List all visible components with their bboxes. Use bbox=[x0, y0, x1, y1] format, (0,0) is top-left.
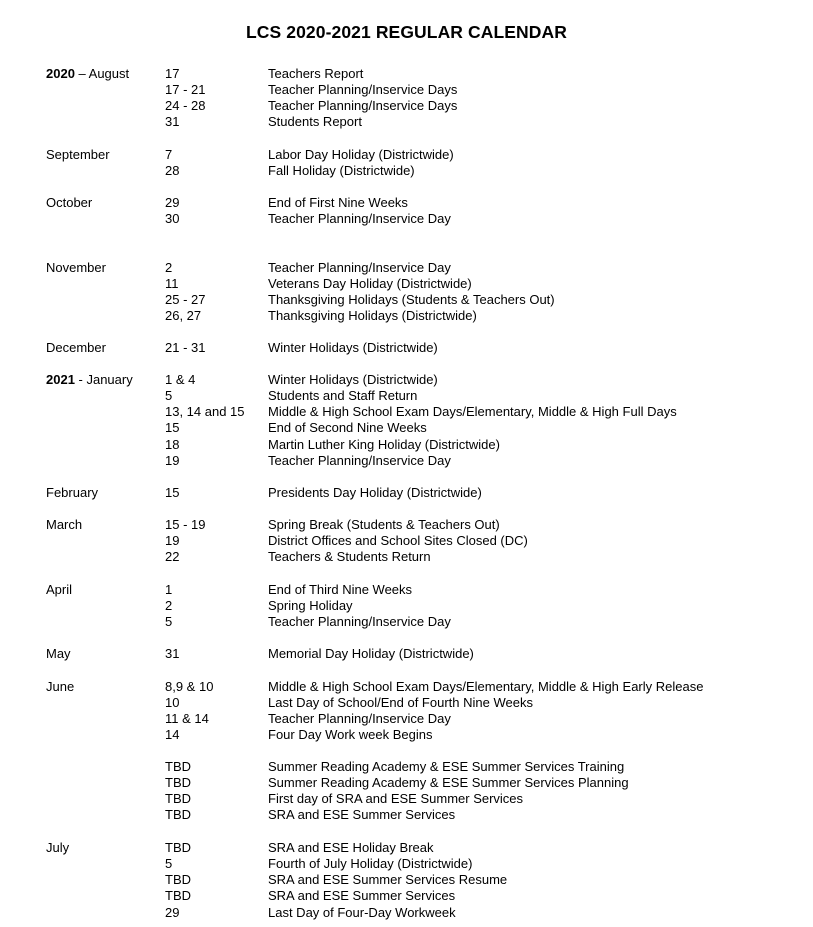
event-cell: Students and Staff Return bbox=[268, 388, 418, 404]
event-cell: Summer Reading Academy & ESE Summer Services Training bbox=[268, 759, 625, 774]
event-cell: Thanksgiving Holidays (Districtwide) bbox=[268, 308, 477, 324]
table-row bbox=[0, 404, 813, 420]
table-row bbox=[0, 791, 813, 807]
page-title: LCS 2020-2021 REGULAR CALENDAR bbox=[246, 22, 567, 42]
month-section bbox=[0, 147, 813, 179]
month-name: November bbox=[46, 260, 106, 275]
date-cell: 5 bbox=[165, 388, 173, 404]
table-row bbox=[0, 98, 813, 114]
date-cell: 15 bbox=[165, 420, 180, 436]
date-cell: 31 bbox=[165, 114, 180, 130]
table-row bbox=[0, 147, 813, 163]
table-row bbox=[0, 711, 813, 727]
date-cell: TBD bbox=[165, 807, 191, 823]
event-cell: Winter Holidays (Districtwide) bbox=[268, 372, 438, 387]
table-row bbox=[0, 679, 813, 695]
date-cell: 14 bbox=[165, 727, 180, 743]
month-section bbox=[0, 195, 813, 227]
year-label: 2020 bbox=[46, 66, 75, 81]
month-label bbox=[46, 679, 74, 695]
date-cell: 21 - 31 bbox=[165, 340, 206, 355]
event-cell: End of Second Nine Weeks bbox=[268, 420, 427, 436]
event-cell: SRA and ESE Holiday Break bbox=[268, 840, 434, 855]
table-row bbox=[0, 856, 813, 872]
month-section bbox=[0, 646, 813, 662]
date-cell: 13, 14 and 15 bbox=[165, 404, 245, 420]
month-label bbox=[46, 485, 98, 501]
table-row bbox=[0, 905, 813, 921]
event-cell: Spring Holiday bbox=[268, 598, 353, 614]
month-name: December bbox=[46, 340, 106, 355]
event-cell: SRA and ESE Summer Services bbox=[268, 888, 456, 904]
table-row bbox=[0, 485, 813, 501]
event-cell: Students Report bbox=[268, 114, 362, 130]
table-row bbox=[0, 195, 813, 211]
month-name: February bbox=[46, 485, 99, 500]
event-cell: Fourth of July Holiday (Districtwide) bbox=[268, 856, 473, 872]
date-cell: 29 bbox=[165, 195, 180, 210]
table-row bbox=[0, 211, 813, 227]
month-section bbox=[0, 679, 813, 744]
table-row bbox=[0, 260, 813, 276]
month-section bbox=[0, 485, 813, 501]
month-name: May bbox=[46, 646, 71, 661]
event-cell: Teacher Planning/Inservice Days bbox=[268, 98, 458, 114]
table-row bbox=[0, 614, 813, 630]
date-cell: 17 - 21 bbox=[165, 82, 206, 98]
table-row bbox=[0, 759, 813, 775]
table-row bbox=[0, 372, 813, 388]
table-row bbox=[0, 453, 813, 469]
table-row bbox=[0, 582, 813, 598]
date-cell: 31 bbox=[165, 646, 180, 661]
month-label bbox=[46, 66, 129, 82]
event-cell: Teacher Planning/Inservice Day bbox=[268, 260, 451, 275]
event-cell: End of Third Nine Weeks bbox=[268, 582, 413, 597]
date-cell: TBD bbox=[165, 791, 191, 807]
table-row bbox=[0, 727, 813, 743]
event-cell: Teacher Planning/Inservice Days bbox=[268, 82, 458, 98]
table-row bbox=[0, 807, 813, 823]
table-row bbox=[0, 695, 813, 711]
month-name: July bbox=[46, 840, 70, 855]
month-label bbox=[46, 147, 110, 163]
date-cell: 19 bbox=[165, 533, 180, 549]
event-cell: Memorial Day Holiday (Districtwide) bbox=[268, 646, 474, 661]
table-row bbox=[0, 646, 813, 662]
date-cell: 10 bbox=[165, 695, 180, 711]
month-name: April bbox=[46, 582, 73, 597]
table-row bbox=[0, 388, 813, 404]
date-cell: 24 - 28 bbox=[165, 98, 206, 114]
month-label bbox=[46, 646, 71, 662]
date-cell: 22 bbox=[165, 549, 180, 565]
event-cell: Teacher Planning/Inservice Day bbox=[268, 211, 451, 227]
table-row bbox=[0, 598, 813, 614]
month-section bbox=[0, 260, 813, 325]
date-cell: 1 & 4 bbox=[165, 372, 196, 387]
event-cell: Labor Day Holiday (Districtwide) bbox=[268, 147, 454, 162]
table-row bbox=[0, 340, 813, 356]
table-row bbox=[0, 308, 813, 324]
month-label bbox=[46, 372, 133, 388]
event-cell: Teachers Report bbox=[268, 66, 364, 81]
date-cell: TBD bbox=[165, 872, 191, 888]
date-cell: 26, 27 bbox=[165, 308, 202, 324]
date-cell: 29 bbox=[165, 904, 180, 920]
event-cell: District Offices and School Sites Closed (DC) bbox=[268, 533, 528, 549]
date-cell: TBD bbox=[165, 888, 191, 904]
event-cell: Last Day of School/End of Fourth Nine Weeks bbox=[268, 695, 533, 711]
event-cell: Veterans Day Holiday (Districtwide) bbox=[268, 276, 472, 292]
event-cell: Summer Reading Academy & ESE Summer Services Planning bbox=[268, 775, 629, 791]
event-cell: SRA and ESE Summer Services bbox=[268, 807, 456, 823]
month-section bbox=[0, 372, 813, 469]
month-label bbox=[46, 260, 106, 276]
date-cell: 5 bbox=[165, 614, 173, 630]
event-cell: End of First Nine Weeks bbox=[268, 195, 408, 210]
event-cell: SRA and ESE Summer Services Resume bbox=[268, 872, 508, 888]
event-cell: Spring Break (Students & Teachers Out) bbox=[268, 517, 500, 532]
table-row bbox=[0, 840, 813, 856]
month-section bbox=[0, 759, 813, 824]
table-row bbox=[0, 549, 813, 565]
month-name: – August bbox=[74, 66, 130, 81]
table-row bbox=[0, 888, 813, 904]
date-cell: 7 bbox=[165, 147, 173, 162]
month-label bbox=[46, 195, 92, 211]
event-cell: Middle & High School Exam Days/Elementary, Middle & High Full Days bbox=[268, 404, 677, 420]
event-cell: Four Day Work week Begins bbox=[268, 727, 433, 743]
table-row bbox=[0, 533, 813, 549]
month-section bbox=[0, 582, 813, 630]
month-section bbox=[0, 840, 813, 921]
date-cell: 17 bbox=[165, 66, 180, 81]
date-cell: 15 - 19 bbox=[165, 517, 206, 532]
date-cell: 2 bbox=[165, 260, 173, 275]
date-cell: 5 bbox=[165, 856, 173, 872]
month-label bbox=[46, 840, 69, 856]
table-row bbox=[0, 420, 813, 436]
table-row bbox=[0, 66, 813, 82]
month-name: - January bbox=[74, 372, 133, 387]
table-row bbox=[0, 276, 813, 292]
month-section bbox=[0, 340, 813, 356]
month-name: October bbox=[46, 195, 93, 210]
event-cell: Teacher Planning/Inservice Day bbox=[268, 614, 451, 630]
month-section bbox=[0, 517, 813, 565]
date-cell: TBD bbox=[165, 840, 191, 855]
date-cell: 30 bbox=[165, 211, 180, 227]
event-cell: Teacher Planning/Inservice Day bbox=[268, 711, 451, 727]
event-cell: Teacher Planning/Inservice Day bbox=[268, 452, 451, 468]
date-cell: 15 bbox=[165, 485, 180, 500]
event-cell: Teachers & Students Return bbox=[268, 549, 431, 565]
table-row bbox=[0, 775, 813, 791]
date-cell: 8,9 & 10 bbox=[165, 679, 214, 694]
table-row bbox=[0, 292, 813, 308]
date-cell: 25 - 27 bbox=[165, 292, 206, 308]
table-row bbox=[0, 872, 813, 888]
year-label: 2021 bbox=[46, 372, 75, 387]
table-row bbox=[0, 163, 813, 179]
event-cell: Presidents Day Holiday (Districtwide) bbox=[268, 485, 482, 500]
table-row bbox=[0, 517, 813, 533]
table-row bbox=[0, 437, 813, 453]
date-cell: 18 bbox=[165, 436, 180, 452]
table-row bbox=[0, 82, 813, 98]
month-label bbox=[46, 517, 82, 533]
month-name: June bbox=[46, 679, 75, 694]
month-section bbox=[0, 66, 813, 131]
date-cell: TBD bbox=[165, 759, 191, 774]
date-cell: 28 bbox=[165, 163, 180, 179]
month-name: September bbox=[46, 147, 110, 162]
date-cell: 11 & 14 bbox=[165, 711, 209, 727]
date-cell: TBD bbox=[165, 775, 191, 791]
month-label bbox=[46, 582, 72, 598]
event-cell: Martin Luther King Holiday (Districtwide) bbox=[268, 436, 500, 452]
date-cell: 2 bbox=[165, 598, 173, 614]
month-name: March bbox=[46, 517, 83, 532]
event-cell: Thanksgiving Holidays (Students & Teachers Out) bbox=[268, 292, 555, 308]
date-cell: 11 bbox=[165, 276, 179, 292]
date-cell: 1 bbox=[165, 582, 173, 597]
event-cell: Fall Holiday (Districtwide) bbox=[268, 163, 415, 179]
event-cell: First day of SRA and ESE Summer Services bbox=[268, 791, 524, 807]
date-cell: 19 bbox=[165, 452, 180, 468]
month-label bbox=[46, 340, 106, 356]
event-cell: Last Day of Four-Day Workweek bbox=[268, 904, 456, 920]
event-cell: Winter Holidays (Districtwide) bbox=[268, 340, 438, 355]
event-cell: Middle & High School Exam Days/Elementary, Middle & High Early Release bbox=[268, 679, 704, 694]
table-row bbox=[0, 114, 813, 130]
